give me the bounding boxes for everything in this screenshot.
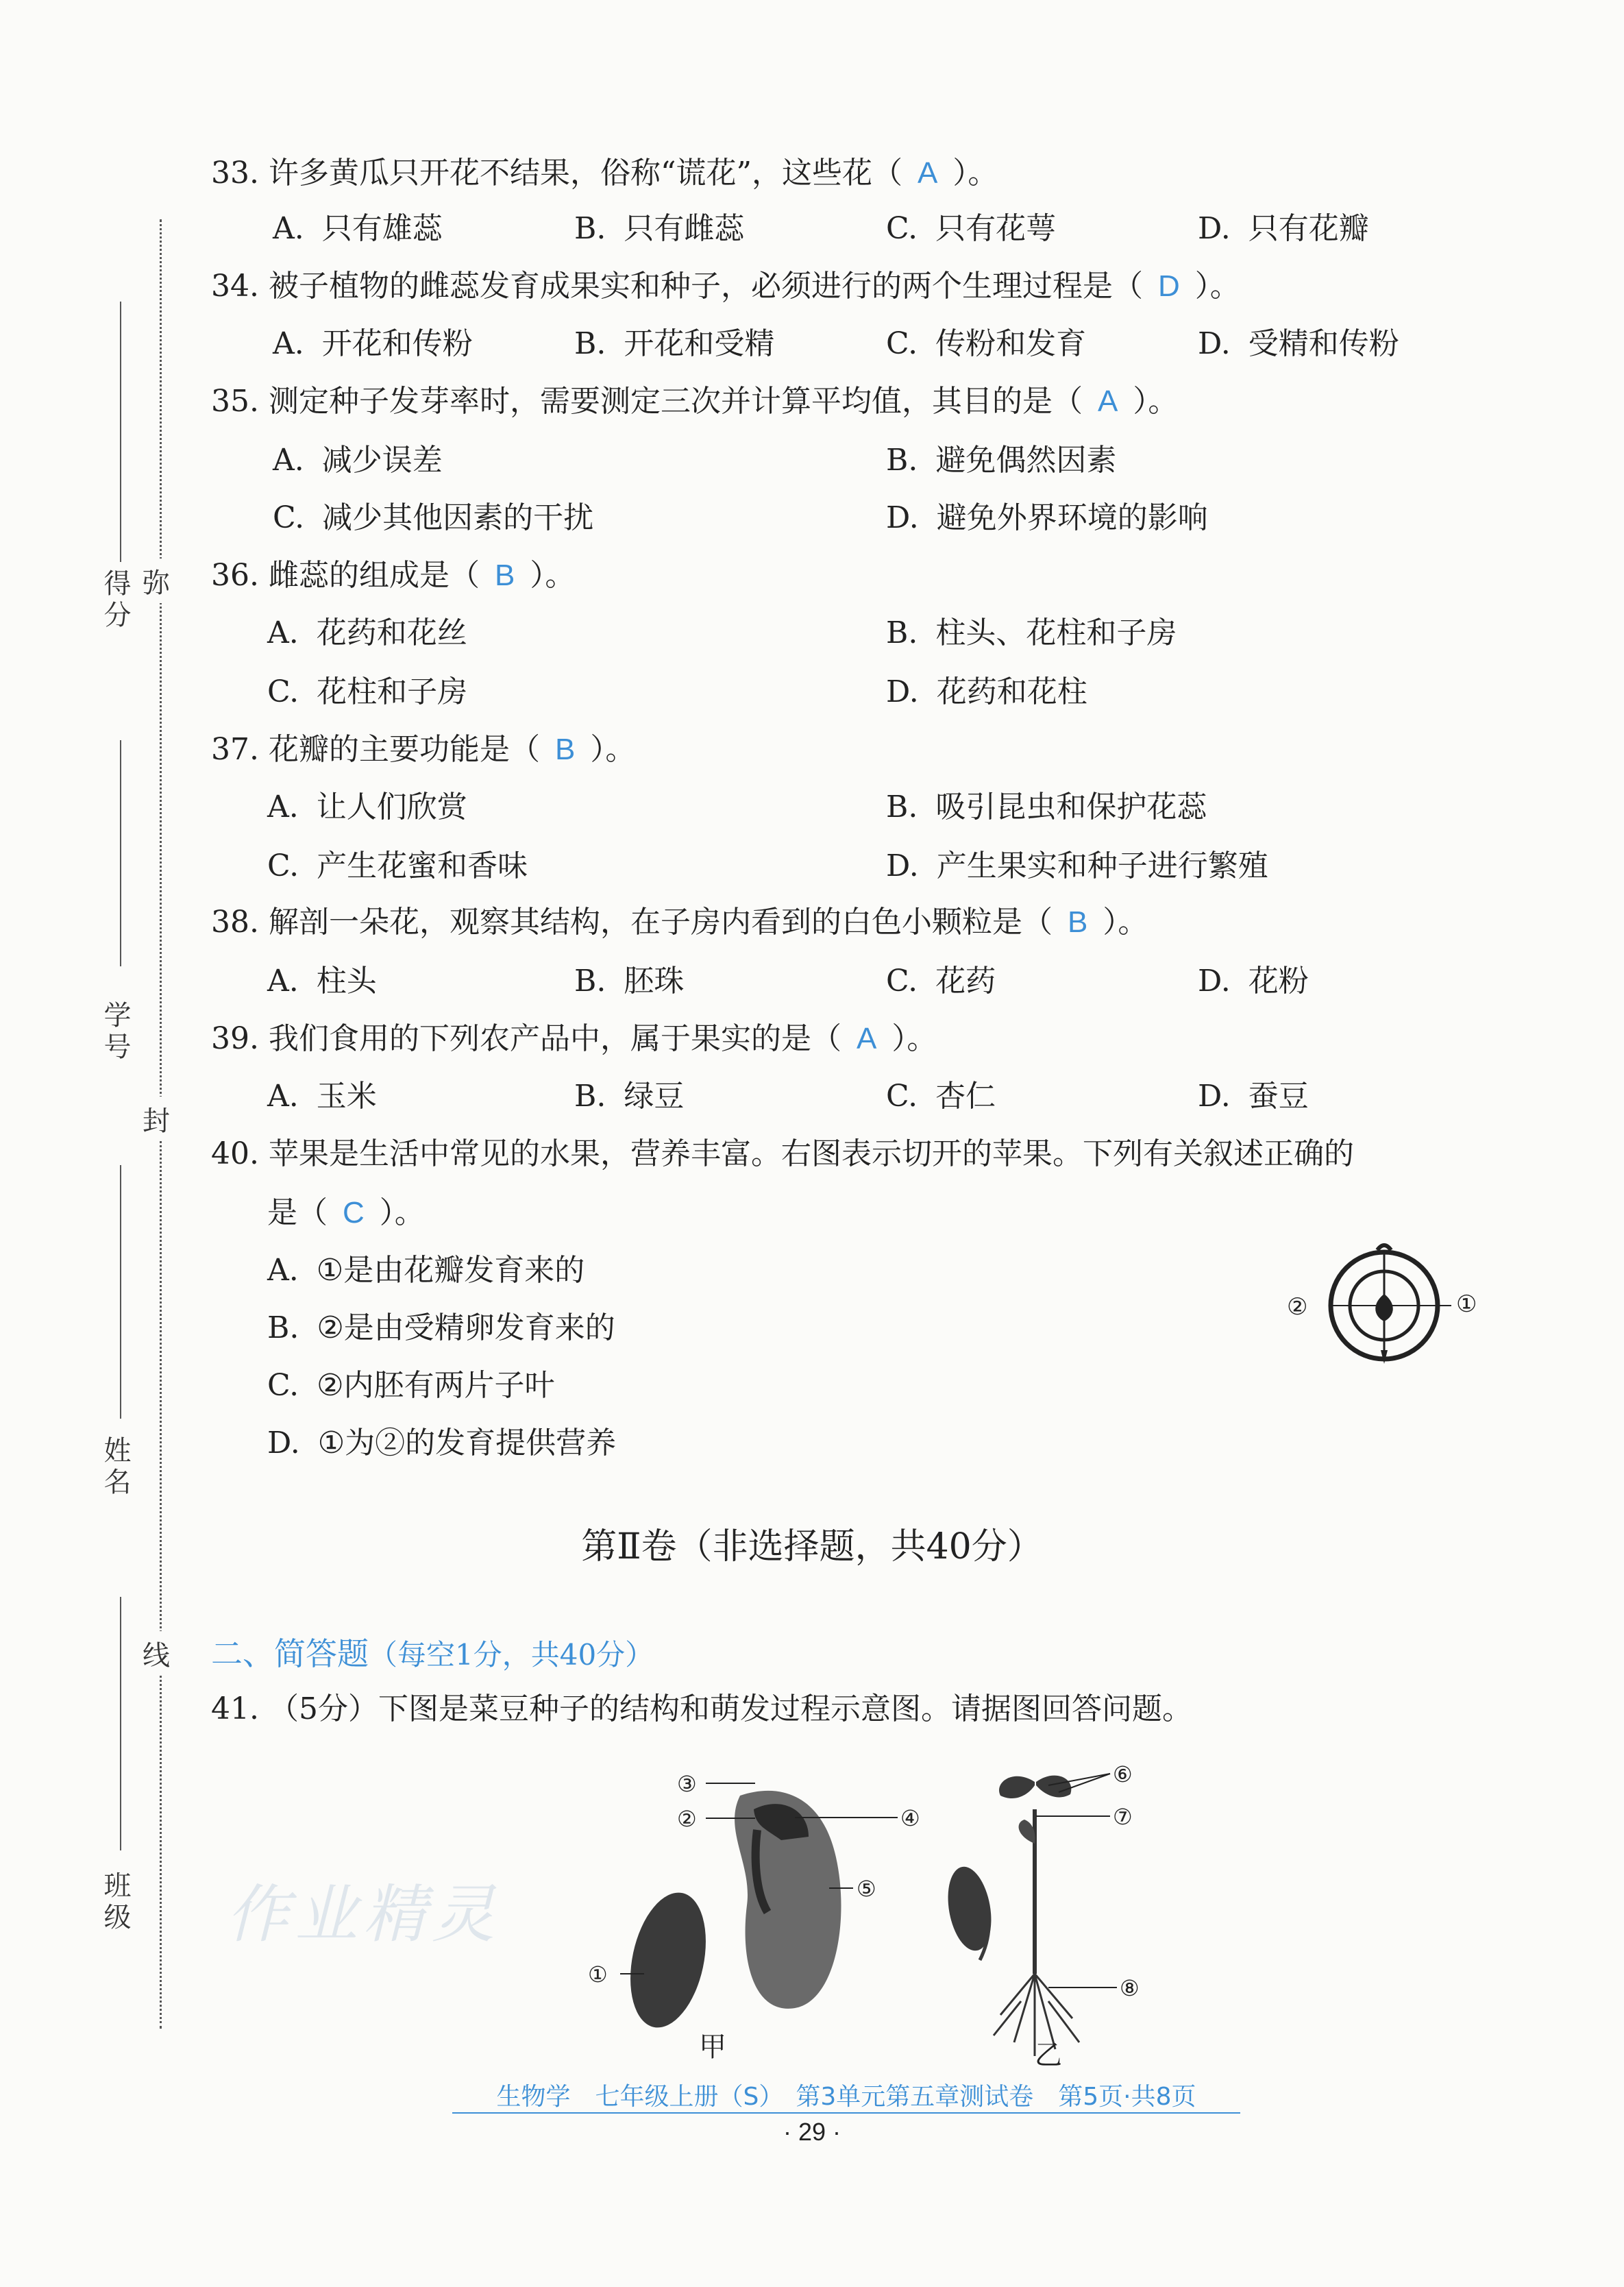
caption-yi: 乙 (1035, 2040, 1062, 2070)
seal-text-feng: 封 (143, 1097, 170, 1141)
footer-info: 生物学 七年级上册（S） 第3单元第五章测试卷 第5页·共8页 (452, 2082, 1240, 2114)
score-label: 得分 (99, 569, 131, 632)
q36-option-c: C. 花柱和子房 (267, 674, 468, 709)
section-ii-title: 第Ⅱ卷（非选择题，共40分） (581, 1526, 1043, 1567)
q34-option-c: C. 传粉和发育 (886, 326, 1087, 361)
score-field-line (120, 302, 121, 562)
bean-seed-jia (588, 1771, 920, 2063)
q40-option-d: D. ①为②的发育提供营养 (267, 1426, 617, 1460)
apple-label-2: ② (1287, 1293, 1308, 1321)
bean-seedling-yi (942, 1761, 1140, 2070)
q36-option-d: D. 花药和花柱 (886, 674, 1087, 709)
seal-text-mi: 弥 (143, 559, 170, 603)
caption-jia: 甲 (699, 2031, 726, 2063)
watermark: 作业精灵 (226, 1878, 501, 1951)
q33-option-a: A. 只有雄蕊 (273, 211, 443, 246)
q34-option-a: A. 开花和传粉 (273, 326, 473, 361)
whole-seed (619, 1885, 717, 2034)
q37-option-c: C. 产生花蜜和香味 (267, 848, 528, 883)
apple-cross-section-figure (1281, 1240, 1487, 1371)
leaf-left (999, 1776, 1035, 1798)
q34-option-d: D. 受精和传粉 (1198, 326, 1399, 361)
q36-option-a: A. 花药和花丝 (267, 615, 467, 650)
apple-label-1: ① (1456, 1291, 1477, 1318)
answer-38: B (1067, 905, 1088, 939)
label-8: ⑧ (1120, 1975, 1140, 2001)
answer-34: D (1157, 269, 1180, 303)
apple-stem (1377, 1245, 1391, 1250)
question-40-line2: 是（ C ）。 (267, 1195, 425, 1230)
label-6: ⑥ (1113, 1761, 1133, 1787)
answer-33: A (917, 156, 938, 190)
answer-35: A (1097, 384, 1118, 418)
q38-option-c: C. 花药 (886, 964, 996, 999)
leaf-right (1036, 1776, 1071, 1798)
seal-text-xian: 线 (143, 1631, 170, 1676)
q34-option-b: B. 开花和受精 (574, 326, 775, 361)
apple-seed (1375, 1294, 1393, 1321)
q35-option-d: D. 避免外界环境的影响 (886, 500, 1208, 535)
q36-option-b: B. 柱头、花柱和子房 (886, 615, 1177, 650)
label-1: ① (588, 1961, 608, 1988)
q39-option-b: B. 绿豆 (574, 1079, 685, 1114)
question-41: 41. （5分）下图是菜豆种子的结构和萌发过程示意图。请据图回答问题。 (211, 1691, 1192, 1726)
q39-option-c: C. 杏仁 (886, 1079, 996, 1114)
label-3: ③ (677, 1771, 697, 1797)
name-label: 姓名 (99, 1436, 131, 1499)
q40-option-b: B. ②是由受精卵发育来的 (267, 1310, 615, 1345)
q33-option-b: B. 只有雌蕊 (574, 211, 745, 246)
student-id-label: 学号 (99, 1001, 131, 1064)
q33-option-d: D. 只有花瓣 (1198, 211, 1369, 246)
answer-37: B (554, 733, 576, 766)
question-37: 37. 花瓣的主要功能是（ B ）。 (211, 732, 636, 767)
q37-option-b: B. 吸引昆虫和保护花蕊 (886, 790, 1207, 824)
q33-option-c: C. 只有花萼 (886, 211, 1057, 246)
question-35: 35. 测定种子发芽率时，需要测定三次并计算平均值，其目的是（ A ）。 (211, 384, 1179, 419)
q37-option-a: A. 让人们欣赏 (267, 790, 467, 824)
question-40: 40. 苹果是生活中常见的水果，营养丰富。右图表示切开的苹果。下列有关叙述正确的 (211, 1136, 1354, 1171)
question-36: 36. 雌蕊的组成是（ B ）。 (211, 558, 576, 593)
label-4: ④ (900, 1805, 920, 1831)
q38-option-a: A. 柱头 (267, 964, 377, 999)
cotyledon (1019, 1820, 1035, 1844)
answer-39: A (856, 1022, 877, 1055)
bean-seed-germination-figure (576, 1754, 1192, 2070)
q40-option-c: C. ②内胚有两片子叶 (267, 1368, 555, 1403)
name-field-line (120, 1165, 121, 1419)
part-two-heading: 二、简答题（每空1分，共40分） (211, 1636, 654, 1672)
class-field-line (120, 1597, 121, 1850)
class-label: 班级 (99, 1871, 131, 1934)
answer-40: C (343, 1196, 365, 1230)
q40-option-a: A. ①是由花瓣发育来的 (267, 1253, 585, 1288)
student-id-field-line (120, 740, 121, 966)
question-38: 38. 解剖一朵花，观察其结构，在子房内看到的白色小颗粒是（ B ）。 (211, 905, 1148, 940)
question-34: 34. 被子植物的雌蕊发育成果实和种子，必须进行的两个生理过程是（ D ）。 (211, 269, 1240, 304)
q35-option-c: C. 减少其他因素的干扰 (273, 500, 594, 535)
label-7: ⑦ (1113, 1804, 1133, 1830)
question-33: 33. 许多黄瓜只开花不结果，俗称“谎花”，这些花（ A ）。 (211, 156, 998, 191)
label-2: ② (677, 1806, 697, 1832)
q38-option-d: D. 花粉 (1198, 964, 1309, 999)
q38-option-b: B. 胚珠 (574, 964, 685, 999)
page-number: · 29 · (783, 2118, 841, 2146)
q39-option-a: A. 玉米 (267, 1079, 377, 1114)
answer-36: B (494, 559, 515, 592)
q39-option-d: D. 蚕豆 (1198, 1079, 1309, 1114)
question-39: 39. 我们食用的下列农产品中，属于果实的是（ A ）。 (211, 1021, 937, 1056)
q35-option-a: A. 减少误差 (273, 443, 443, 478)
q37-option-d: D. 产生果实和种子进行繁殖 (886, 848, 1268, 883)
label-5: ⑤ (857, 1876, 876, 1902)
q35-option-b: B. 避免偶然因素 (886, 443, 1117, 478)
